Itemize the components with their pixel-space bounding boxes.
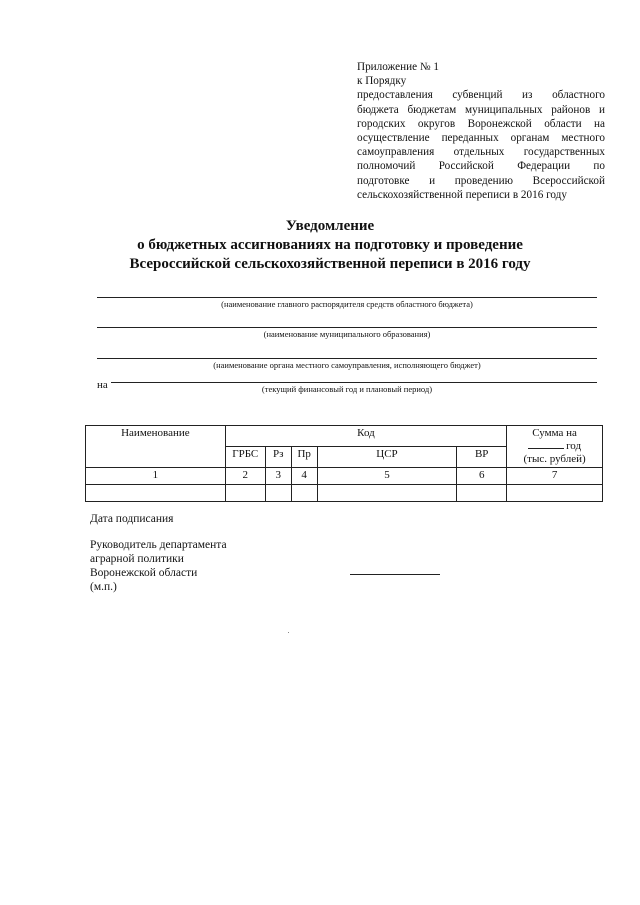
- header-name: Наименование: [86, 426, 226, 468]
- table-cell: [317, 485, 457, 502]
- appendix-text-line: бюджета бюджетам муниципальных районов и: [357, 103, 605, 116]
- header-vr: ВР: [457, 447, 507, 468]
- table-cell: [457, 485, 507, 502]
- col-number: 5: [317, 468, 457, 485]
- table-cell: [225, 485, 265, 502]
- appendix-text-line: предоставления субвенций из областного: [357, 89, 605, 102]
- blank-line: [97, 327, 597, 328]
- table-number-row: [86, 468, 603, 485]
- header-sum-units: (тыс. рублей): [523, 453, 586, 465]
- appendix-number: Приложение № 1: [357, 61, 439, 73]
- header-sum-year: год: [566, 440, 582, 452]
- field-budget-manager: [97, 297, 597, 309]
- header-csr: ЦСР: [317, 447, 457, 468]
- signatory-line: Руководитель департамента: [90, 539, 227, 551]
- title-line: Всероссийской сельскохозяйственной переписи в 2016 году: [129, 256, 531, 272]
- stamp-placeholder: (м.п.): [90, 581, 117, 593]
- table-cell: [291, 485, 317, 502]
- appendix-text-line: самоуправления отдельных государственных: [357, 146, 605, 159]
- col-number: 2: [225, 468, 265, 485]
- field-caption: (наименование муниципального образования): [263, 329, 431, 339]
- header-sum-label: Сумма на: [532, 427, 577, 439]
- table-row: [86, 485, 603, 502]
- col-number: 6: [457, 468, 507, 485]
- field-prefix: на: [97, 379, 108, 391]
- col-number: 4: [291, 468, 317, 485]
- field-municipality: [97, 327, 597, 339]
- document-title: [80, 217, 580, 274]
- signatory-line: Воронежской области: [90, 567, 198, 579]
- header-code: Код: [225, 426, 506, 447]
- table-cell: [86, 485, 226, 502]
- col-number: 1: [86, 468, 226, 485]
- title-line: Уведомление: [285, 218, 375, 234]
- header-pr: Пр: [291, 447, 317, 468]
- table-header-row: [86, 426, 603, 447]
- appendix-text-line: осуществление переданных органам местного: [357, 132, 605, 145]
- field-caption: (текущий финансовый год и плановый период): [261, 384, 433, 394]
- col-number: 7: [507, 468, 603, 485]
- signature-line: [350, 574, 440, 575]
- field-fiscal-period: [97, 379, 597, 394]
- appendix-order-ref: к Порядку: [357, 75, 407, 88]
- header-grbs: ГРБС: [225, 447, 265, 468]
- signing-date-label: Дата подписания: [90, 513, 174, 525]
- field-local-authority: [97, 358, 597, 370]
- appendix-text-line: подготовке и проведению Всероссийской: [357, 174, 605, 187]
- year-blank: [528, 448, 564, 449]
- appendix-text-line: полномочий Российской Федерации по: [357, 160, 605, 173]
- field-caption: (наименование органа местного самоуправления, исполняющего бюджет): [213, 360, 481, 370]
- header-sum: [507, 426, 603, 468]
- blank-line: [111, 382, 597, 383]
- allocations-table: [85, 425, 603, 502]
- blank-line: [97, 297, 597, 298]
- appendix-text-line: городских округов Воронежской области на: [357, 117, 605, 130]
- blank-line: [97, 358, 597, 359]
- field-caption: (наименование главного распорядителя средств областного бюджета): [221, 299, 473, 309]
- appendix-block: [357, 60, 605, 202]
- table-cell: [507, 485, 603, 502]
- appendix-text-line: сельскохозяйственной переписи в 2016 году: [357, 188, 567, 201]
- signatory-line: аграрной политики: [90, 553, 184, 565]
- scan-speck: [288, 632, 289, 633]
- title-line: о бюджетных ассигнованиях на подготовку и проведение: [137, 237, 523, 253]
- signatory-block: [90, 538, 227, 594]
- col-number: 3: [265, 468, 291, 485]
- table-cell: [265, 485, 291, 502]
- header-rz: Рз: [265, 447, 291, 468]
